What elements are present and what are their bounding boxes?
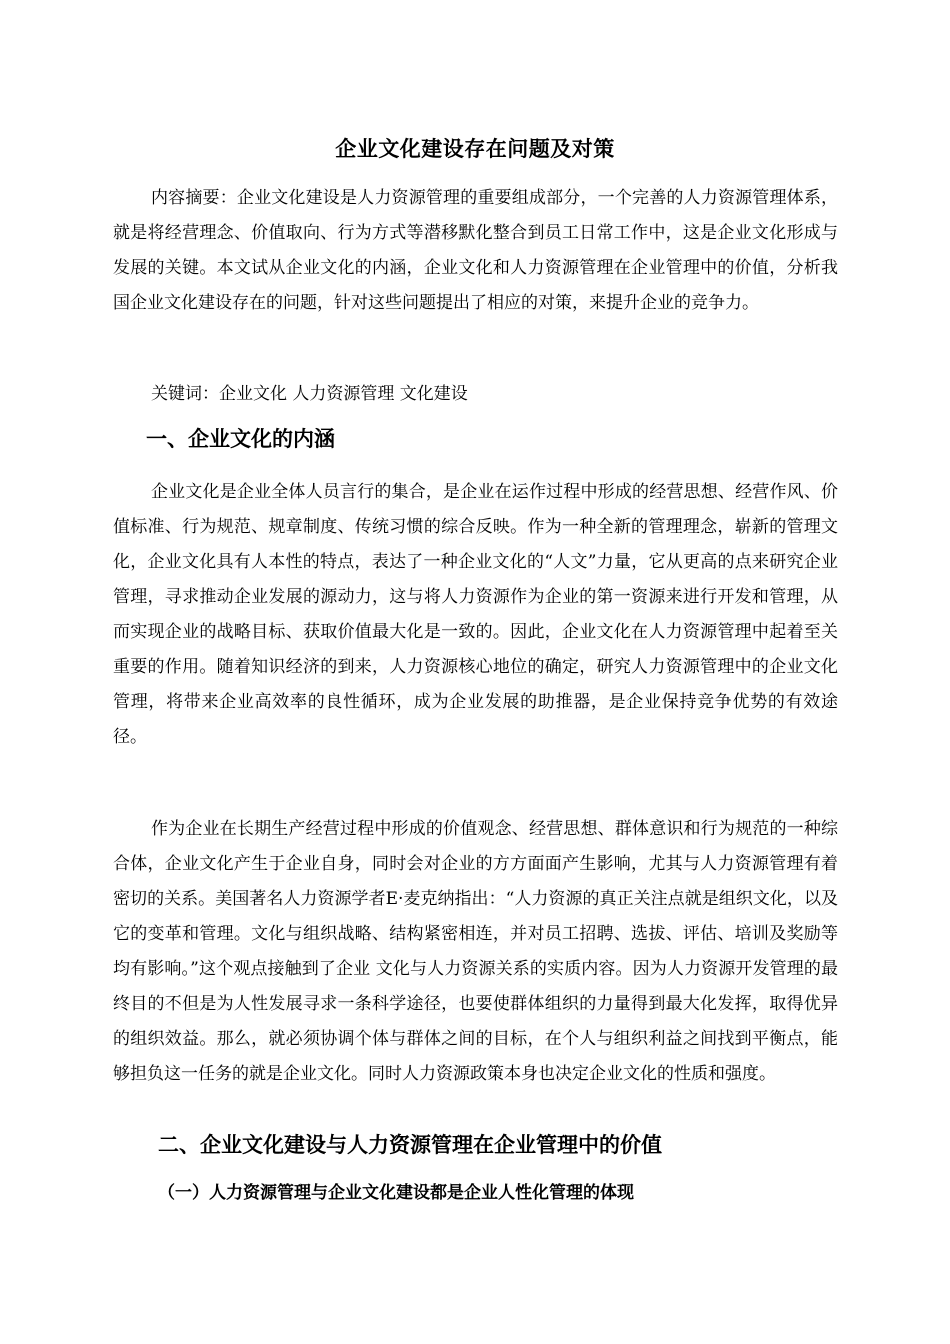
- keywords-line: 关键词：企业文化 人力资源管理 文化建设: [151, 384, 468, 404]
- section-2-subheading: （一）人力资源管理与企业文化建设都是企业人性化管理的体现: [158, 1183, 634, 1203]
- abstract-paragraph: 内容摘要：企业文化建设是人力资源管理的重要组成部分，一个完善的人力资源管理体系，就是将经营理念、价值取向、行为方式等潜移默化整合到员工日常工作中，这是企业文化形成与发展的关键。本文试从企业文化的内涵，企业文化和人力资源管理在企业管理中的价值，分析我国企业文化建设存在的问题，针对这些问题提出了相应的对策，来提升企业的竞争力。: [113, 188, 838, 313]
- section-2-heading: 二、企业文化建设与人力资源管理在企业管理中的价值: [158, 1133, 662, 1157]
- section-1-heading: 一、企业文化的内涵: [146, 427, 335, 451]
- section-1-paragraph-2: 作为企业在长期生产经营过程中形成的价值观念、经营思想、群体意识和行为规范的一种综合体，企业文化产生于企业自身，同时会对企业的方方面面产生影响，尤其与人力资源管理有着密切的关系。美国著名人力资源学者E·麦克纳指出：“人力资源的真正关注点就是组织文化，以及它的变革和管理。文化与组织战略、结构紧密相连，并对员工招聘、选拔、评估、培训及奖励等均有影响。”这个观点接触到了企业 文化与人力资源关系的实质内容。因为人力资源开发管理的最终目的不但是为人性发展寻求一条科学途径，也要使群体组织的力量得到最大化发挥，取得优异的组织效益。那么，就必须协调个体与群体之间的目标，在个人与组织利益之间找到平衡点，能够担负这一任务的就是企业文化。同时人力资源政策本身也决定企业文化的性质和强度。: [113, 819, 838, 1084]
- section-1-paragraph-1: 企业文化是企业全体人员言行的集合，是企业在运作过程中形成的经营思想、经营作风、价值标准、行为规范、规章制度、传统习惯的综合反映。作为一种全新的管理理念，崭新的管理文化，企业文化具有人本性的特点，表达了一种企业文化的“人文”力量，它从更高的点来研究企业管理，寻求推动企业发展的源动力，这与将人力资源作为企业的第一资源来进行开发和管理，从而实现企业的战略目标、获取价值最大化是一致的。因此，企业文化在人力资源管理中起着至关重要的作用。随着知识经济的到来，人力资源核心地位的确定，研究人力资源管理中的企业文化管理，将带来企业高效率的良性循环，成为企业发展的助推器，是企业保持竞争优势的有效途径。: [113, 482, 838, 747]
- document-title: 企业文化建设存在问题及对策: [335, 137, 615, 161]
